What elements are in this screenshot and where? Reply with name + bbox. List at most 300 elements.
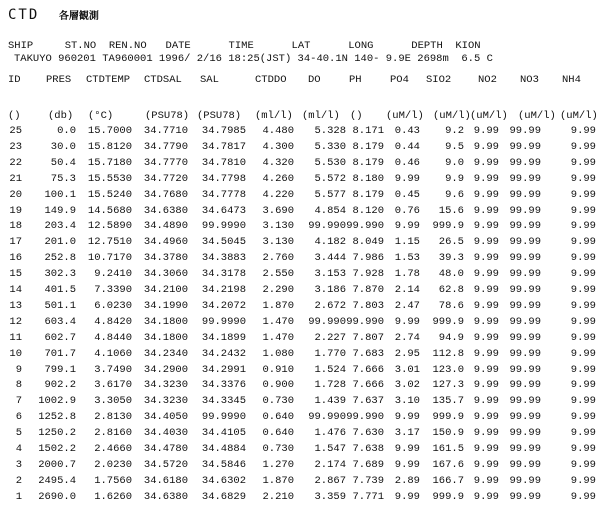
cell-pres: 501.1 xyxy=(44,299,76,312)
cell-id: 4 xyxy=(15,443,22,455)
cell-no2: 9.99 xyxy=(473,395,499,408)
cell-po4: 0.46 xyxy=(394,156,420,169)
cell-no2: 9.99 xyxy=(473,379,499,392)
cell-do: 5.530 xyxy=(314,156,346,169)
cell-id: 2 xyxy=(15,474,22,487)
cell-ctdsal: 34.4030 xyxy=(143,427,188,440)
cell-po4: 3.10 xyxy=(394,395,420,408)
cell-pres: 2690.0 xyxy=(38,490,76,503)
table-row xyxy=(0,378,600,392)
cell-ctddo: 4.320 xyxy=(262,156,294,169)
cell-id: 23 xyxy=(9,140,22,153)
column-header-nh4: NH4 xyxy=(562,74,581,86)
cell-pres: 602.7 xyxy=(44,331,76,344)
cell-ctddo: 4.260 xyxy=(262,172,294,185)
cell-sal: 34.2072 xyxy=(201,299,246,312)
cell-do: 1.439 xyxy=(314,395,346,408)
cell-ctddo: 0.640 xyxy=(262,411,294,424)
unit-sal: (PSU78) xyxy=(197,110,242,122)
cell-no3: 99.99 xyxy=(509,220,541,233)
cell-ctdtemp: 2.4660 xyxy=(94,443,132,455)
cell-ctdsal: 34.3780 xyxy=(143,252,188,265)
cell-nh4: 9.99 xyxy=(570,125,596,137)
cell-no2: 9.99 xyxy=(473,204,499,217)
cell-no3: 99.99 xyxy=(509,284,541,296)
cell-ctdsal: 34.4890 xyxy=(143,220,188,233)
column-header-id: ID xyxy=(8,74,21,86)
cell-id: 10 xyxy=(9,347,22,360)
cell-nh4: 9.99 xyxy=(570,140,596,153)
cell-no3: 99.99 xyxy=(509,156,541,169)
cell-pres: 203.4 xyxy=(44,220,76,233)
cell-ph: 8.180 xyxy=(352,172,384,185)
cell-pres: 100.1 xyxy=(44,188,76,201)
table-row xyxy=(0,219,600,233)
cell-no2: 9.99 xyxy=(473,411,499,424)
cell-do: 1.547 xyxy=(314,443,346,455)
cell-do: 99.990 xyxy=(308,315,346,328)
cell-no3: 99.99 xyxy=(509,458,541,471)
cell-ctdsal: 34.4780 xyxy=(143,443,188,455)
cell-no3: 99.99 xyxy=(509,427,541,440)
cell-po4: 0.76 xyxy=(394,204,420,217)
cell-ctdtemp: 14.5680 xyxy=(87,204,132,217)
station-header-values: TAKUYO 960201 TA960001 1996/ 2/16 18:25(JST) 34-40.1N 140- 9.9E 2698m 6.5 C xyxy=(14,53,493,65)
cell-sal: 34.2991 xyxy=(201,363,246,376)
cell-no2: 9.99 xyxy=(473,188,499,201)
table-row xyxy=(0,204,600,218)
cell-po4: 2.47 xyxy=(394,299,420,312)
cell-po4: 9.99 xyxy=(394,220,420,233)
cell-do: 1.524 xyxy=(314,363,346,376)
cell-id: 18 xyxy=(9,220,22,233)
unit-ctdtemp: (°C) xyxy=(88,110,114,122)
cell-ctddo: 0.900 xyxy=(262,379,294,392)
column-header-ph: PH xyxy=(349,74,362,86)
cell-pres: 2495.4 xyxy=(38,474,76,487)
unit-ctddo: (ml/l) xyxy=(255,110,293,122)
unit-pres: (db) xyxy=(48,110,74,122)
cell-ctdtemp: 15.8120 xyxy=(87,140,132,153)
cell-pres: 1250.2 xyxy=(38,427,76,440)
column-header-sal: SAL xyxy=(200,74,219,86)
cell-nh4: 9.99 xyxy=(570,236,596,249)
column-header-no3: NO3 xyxy=(520,74,539,86)
cell-no3: 99.99 xyxy=(509,331,541,344)
table-row xyxy=(0,140,600,154)
cell-pres: 0.0 xyxy=(57,125,76,137)
cell-sal: 34.7798 xyxy=(201,172,246,185)
cell-sal: 34.4105 xyxy=(201,427,246,440)
cell-do: 1.728 xyxy=(314,379,346,392)
cell-sal: 99.9990 xyxy=(201,411,246,424)
cell-ctdtemp: 4.8420 xyxy=(94,315,132,328)
cell-no2: 9.99 xyxy=(473,236,499,249)
cell-po4: 2.74 xyxy=(394,331,420,344)
cell-do: 2.174 xyxy=(314,458,346,471)
cell-nh4: 9.99 xyxy=(570,252,596,265)
cell-do: 99.990 xyxy=(308,220,346,233)
cell-ctdtemp: 15.5530 xyxy=(87,172,132,185)
cell-sio2: 167.6 xyxy=(432,458,464,471)
cell-ph: 99.990 xyxy=(346,220,384,233)
cell-ctdsal: 34.6380 xyxy=(143,204,188,217)
cell-id: 11 xyxy=(9,331,22,344)
table-row xyxy=(0,283,600,297)
cell-ctdsal: 34.1800 xyxy=(143,331,188,344)
cell-ctdsal: 34.7770 xyxy=(143,156,188,169)
cell-pres: 2000.7 xyxy=(38,458,76,471)
cell-ctddo: 1.470 xyxy=(262,331,294,344)
cell-ctdtemp: 12.5890 xyxy=(87,220,132,233)
cell-ph: 7.771 xyxy=(352,490,384,503)
cell-no2: 9.99 xyxy=(473,252,499,265)
cell-no2: 9.99 xyxy=(473,268,499,281)
cell-no2: 9.99 xyxy=(473,284,499,296)
cell-sal: 34.6829 xyxy=(201,490,246,503)
cell-po4: 9.99 xyxy=(394,490,420,503)
cell-sio2: 135.7 xyxy=(432,395,464,408)
cell-sal: 34.3178 xyxy=(201,268,246,281)
cell-po4: 9.99 xyxy=(394,172,420,185)
cell-id: 12 xyxy=(9,315,22,328)
cell-ctdtemp: 4.8440 xyxy=(94,331,132,344)
cell-sal: 99.9990 xyxy=(201,315,246,328)
cell-ctdtemp: 15.5240 xyxy=(87,188,132,201)
cell-id: 9 xyxy=(15,363,22,376)
cell-id: 19 xyxy=(9,204,22,217)
cell-do: 3.444 xyxy=(314,252,346,265)
cell-nh4: 9.99 xyxy=(570,347,596,360)
cell-ph: 7.870 xyxy=(352,284,384,296)
cell-pres: 252.8 xyxy=(44,252,76,265)
column-header-ctdsal: CTDSAL xyxy=(144,74,182,86)
cell-no3: 99.99 xyxy=(509,315,541,328)
cell-no3: 99.99 xyxy=(509,363,541,376)
cell-sio2: 999.9 xyxy=(432,315,464,328)
cell-ctdtemp: 9.2410 xyxy=(94,268,132,281)
cell-pres: 401.5 xyxy=(44,284,76,296)
column-header-po4: PO4 xyxy=(390,74,409,86)
cell-nh4: 9.99 xyxy=(570,395,596,408)
cell-do: 3.186 xyxy=(314,284,346,296)
cell-ctddo: 2.760 xyxy=(262,252,294,265)
cell-pres: 799.1 xyxy=(44,363,76,376)
cell-ph: 7.986 xyxy=(352,252,384,265)
cell-ph: 7.666 xyxy=(352,379,384,392)
cell-sal: 34.7810 xyxy=(201,156,246,169)
cell-do: 2.867 xyxy=(314,474,346,487)
cell-no2: 9.99 xyxy=(473,299,499,312)
cell-id: 15 xyxy=(9,268,22,281)
cell-ph: 8.179 xyxy=(352,188,384,201)
cell-nh4: 9.99 xyxy=(570,411,596,424)
cell-ph: 7.630 xyxy=(352,427,384,440)
unit-no3: (uM/l) xyxy=(518,110,556,122)
cell-nh4: 9.99 xyxy=(570,458,596,471)
cell-nh4: 9.99 xyxy=(570,268,596,281)
cell-ctddo: 4.300 xyxy=(262,140,294,153)
unit-sio2: (uM/l) xyxy=(433,110,471,122)
cell-sal: 99.9990 xyxy=(201,220,246,233)
cell-no3: 99.99 xyxy=(509,172,541,185)
cell-sal: 34.2198 xyxy=(201,284,246,296)
cell-sio2: 999.9 xyxy=(432,411,464,424)
cell-id: 7 xyxy=(15,395,22,408)
cell-no3: 99.99 xyxy=(509,474,541,487)
column-header-row xyxy=(0,73,600,87)
cell-sio2: 999.9 xyxy=(432,220,464,233)
cell-sal: 34.3345 xyxy=(201,395,246,408)
cell-po4: 3.01 xyxy=(394,363,420,376)
cell-no3: 99.99 xyxy=(509,125,541,137)
cell-ctddo: 3.690 xyxy=(262,204,294,217)
cell-ctdsal: 34.7680 xyxy=(143,188,188,201)
cell-sio2: 112.8 xyxy=(432,347,464,360)
cell-sal: 34.7817 xyxy=(201,140,246,153)
cell-id: 13 xyxy=(9,299,22,312)
table-row xyxy=(0,172,600,186)
cell-ctdsal: 34.1800 xyxy=(143,315,188,328)
cell-ph: 8.179 xyxy=(352,140,384,153)
cell-ctdsal: 34.2340 xyxy=(143,347,188,360)
cell-do: 4.854 xyxy=(314,204,346,217)
cell-nh4: 9.99 xyxy=(570,220,596,233)
cell-pres: 201.0 xyxy=(44,236,76,249)
cell-ctddo: 0.640 xyxy=(262,427,294,440)
cell-ph: 99.990 xyxy=(346,315,384,328)
cell-po4: 9.99 xyxy=(394,458,420,471)
table-row xyxy=(0,410,600,424)
cell-ctdsal: 34.3230 xyxy=(143,395,188,408)
cell-sio2: 999.9 xyxy=(432,490,464,503)
cell-sio2: 62.8 xyxy=(438,284,464,296)
cell-sio2: 94.9 xyxy=(438,331,464,344)
cell-id: 1 xyxy=(15,490,22,503)
cell-sio2: 39.3 xyxy=(438,252,464,265)
cell-po4: 1.53 xyxy=(394,252,420,265)
cell-no3: 99.99 xyxy=(509,204,541,217)
column-header-sio2: SIO2 xyxy=(426,74,452,86)
table-row xyxy=(0,347,600,361)
cell-do: 99.990 xyxy=(308,411,346,424)
cell-id: 20 xyxy=(9,188,22,201)
cell-no3: 99.99 xyxy=(509,347,541,360)
cell-ctdtemp: 2.8160 xyxy=(94,427,132,440)
cell-sal: 34.6302 xyxy=(201,474,246,487)
cell-pres: 149.9 xyxy=(44,204,76,217)
cell-id: 17 xyxy=(9,236,22,249)
cell-ctddo: 3.130 xyxy=(262,220,294,233)
column-header-ctdtemp: CTDTEMP xyxy=(86,74,131,86)
unit-ctdsal: (PSU78) xyxy=(145,110,190,122)
column-header-no2: NO2 xyxy=(478,74,497,86)
cell-id: 16 xyxy=(9,252,22,265)
cell-sio2: 9.2 xyxy=(445,125,464,137)
cell-do: 1.476 xyxy=(314,427,346,440)
cell-sio2: 123.0 xyxy=(432,363,464,376)
cell-do: 3.359 xyxy=(314,490,346,503)
cell-no3: 99.99 xyxy=(509,236,541,249)
cell-no2: 9.99 xyxy=(473,220,499,233)
unit-ph: () xyxy=(350,110,363,122)
units-row xyxy=(0,109,600,123)
cell-sio2: 161.5 xyxy=(432,443,464,455)
cell-nh4: 9.99 xyxy=(570,363,596,376)
cell-ctdsal: 34.4960 xyxy=(143,236,188,249)
cell-no2: 9.99 xyxy=(473,474,499,487)
cell-ph: 7.689 xyxy=(352,458,384,471)
cell-sal: 34.5846 xyxy=(201,458,246,471)
cell-ctdtemp: 15.7000 xyxy=(87,125,132,137)
cell-pres: 75.3 xyxy=(50,172,76,185)
cell-nh4: 9.99 xyxy=(570,172,596,185)
cell-sal: 34.4884 xyxy=(201,443,246,455)
unit-id: () xyxy=(8,110,21,122)
cell-sal: 34.7985 xyxy=(201,125,246,137)
cell-ph: 7.638 xyxy=(352,443,384,455)
cell-nh4: 9.99 xyxy=(570,427,596,440)
cell-ctddo: 2.290 xyxy=(262,284,294,296)
cell-ctddo: 0.730 xyxy=(262,443,294,455)
cell-do: 4.182 xyxy=(314,236,346,249)
table-row xyxy=(0,442,600,456)
column-header-pres: PRES xyxy=(46,74,72,86)
cell-nh4: 9.99 xyxy=(570,299,596,312)
cell-ctdsal: 34.4050 xyxy=(143,411,188,424)
table-row xyxy=(0,267,600,281)
cell-sio2: 78.6 xyxy=(438,299,464,312)
cell-ph: 7.928 xyxy=(352,268,384,281)
cell-no3: 99.99 xyxy=(509,140,541,153)
cell-pres: 902.2 xyxy=(44,379,76,392)
cell-no2: 9.99 xyxy=(473,331,499,344)
cell-po4: 0.43 xyxy=(394,125,420,137)
cell-ctdsal: 34.3060 xyxy=(143,268,188,281)
cell-no2: 9.99 xyxy=(473,458,499,471)
cell-ctdtemp: 3.3050 xyxy=(94,395,132,408)
cell-sio2: 9.5 xyxy=(445,140,464,153)
table-row xyxy=(0,251,600,265)
cell-no3: 99.99 xyxy=(509,252,541,265)
cell-id: 21 xyxy=(9,172,22,185)
cell-id: 6 xyxy=(15,411,22,424)
unit-do: (ml/l) xyxy=(302,110,340,122)
cell-no3: 99.99 xyxy=(509,299,541,312)
cell-sio2: 48.0 xyxy=(438,268,464,281)
cell-no2: 9.99 xyxy=(473,125,499,137)
cell-nh4: 9.99 xyxy=(570,331,596,344)
cell-po4: 9.99 xyxy=(394,315,420,328)
cell-ctddo: 1.870 xyxy=(262,299,294,312)
cell-ph: 7.637 xyxy=(352,395,384,408)
cell-id: 3 xyxy=(15,458,22,471)
cell-ctddo: 4.220 xyxy=(262,188,294,201)
cell-nh4: 9.99 xyxy=(570,204,596,217)
cell-ctdsal: 34.1990 xyxy=(143,299,188,312)
cell-nh4: 9.99 xyxy=(570,443,596,455)
cell-no2: 9.99 xyxy=(473,315,499,328)
cell-sio2: 150.9 xyxy=(432,427,464,440)
cell-no3: 99.99 xyxy=(509,188,541,201)
title-ctd: CTD xyxy=(8,7,40,23)
cell-id: 22 xyxy=(9,156,22,169)
cell-ctdtemp: 1.7560 xyxy=(94,474,132,487)
cell-do: 3.153 xyxy=(314,268,346,281)
cell-nh4: 9.99 xyxy=(570,188,596,201)
cell-ph: 8.171 xyxy=(352,125,384,137)
unit-nh4: (uM/l) xyxy=(560,110,598,122)
cell-pres: 1502.2 xyxy=(38,443,76,455)
cell-ctddo: 0.730 xyxy=(262,395,294,408)
cell-no2: 9.99 xyxy=(473,156,499,169)
cell-no3: 99.99 xyxy=(509,395,541,408)
cell-sal: 34.3883 xyxy=(201,252,246,265)
cell-ctdsal: 34.7790 xyxy=(143,140,188,153)
cell-do: 1.770 xyxy=(314,347,346,360)
cell-ph: 99.990 xyxy=(346,411,384,424)
cell-pres: 302.3 xyxy=(44,268,76,281)
unit-po4: (uM/l) xyxy=(386,110,424,122)
cell-ctdtemp: 2.0230 xyxy=(94,458,132,471)
cell-ctdtemp: 10.7170 xyxy=(87,252,132,265)
cell-ph: 7.803 xyxy=(352,299,384,312)
cell-sal: 34.2432 xyxy=(201,347,246,360)
cell-nh4: 9.99 xyxy=(570,490,596,503)
cell-po4: 0.45 xyxy=(394,188,420,201)
cell-sio2: 9.0 xyxy=(445,156,464,169)
cell-nh4: 9.99 xyxy=(570,379,596,392)
cell-po4: 3.02 xyxy=(394,379,420,392)
cell-no3: 99.99 xyxy=(509,411,541,424)
cell-no2: 9.99 xyxy=(473,427,499,440)
cell-do: 5.577 xyxy=(314,188,346,201)
cell-sal: 34.5045 xyxy=(201,236,246,249)
cell-ctdsal: 34.6180 xyxy=(143,474,188,487)
cell-ctddo: 3.130 xyxy=(262,236,294,249)
cell-id: 25 xyxy=(9,125,22,137)
cell-no3: 99.99 xyxy=(509,490,541,503)
cell-sal: 34.3376 xyxy=(201,379,246,392)
cell-do: 5.330 xyxy=(314,140,346,153)
cell-ctddo: 2.210 xyxy=(262,490,294,503)
table-row xyxy=(0,394,600,408)
table-row xyxy=(0,363,600,377)
cell-nh4: 9.99 xyxy=(570,284,596,296)
cell-do: 2.227 xyxy=(314,331,346,344)
cell-sal: 34.1899 xyxy=(201,331,246,344)
cell-do: 5.328 xyxy=(314,125,346,137)
cell-sio2: 15.6 xyxy=(438,204,464,217)
cell-ctdsal: 34.7720 xyxy=(143,172,188,185)
cell-no2: 9.99 xyxy=(473,363,499,376)
cell-ph: 7.807 xyxy=(352,331,384,344)
column-header-do: DO xyxy=(308,74,321,86)
table-row xyxy=(0,490,600,504)
cell-no2: 9.99 xyxy=(473,347,499,360)
cell-ctddo: 2.550 xyxy=(262,268,294,281)
table-row xyxy=(0,315,600,329)
cell-nh4: 9.99 xyxy=(570,156,596,169)
cell-ctdtemp: 7.3390 xyxy=(94,284,132,296)
cell-do: 5.572 xyxy=(314,172,346,185)
cell-id: 8 xyxy=(15,379,22,392)
cell-sio2: 166.7 xyxy=(432,474,464,487)
cell-sio2: 9.6 xyxy=(445,188,464,201)
cell-ctddo: 1.270 xyxy=(262,458,294,471)
title-subtitle: 各層観測 xyxy=(58,11,99,22)
cell-po4: 1.15 xyxy=(394,236,420,249)
